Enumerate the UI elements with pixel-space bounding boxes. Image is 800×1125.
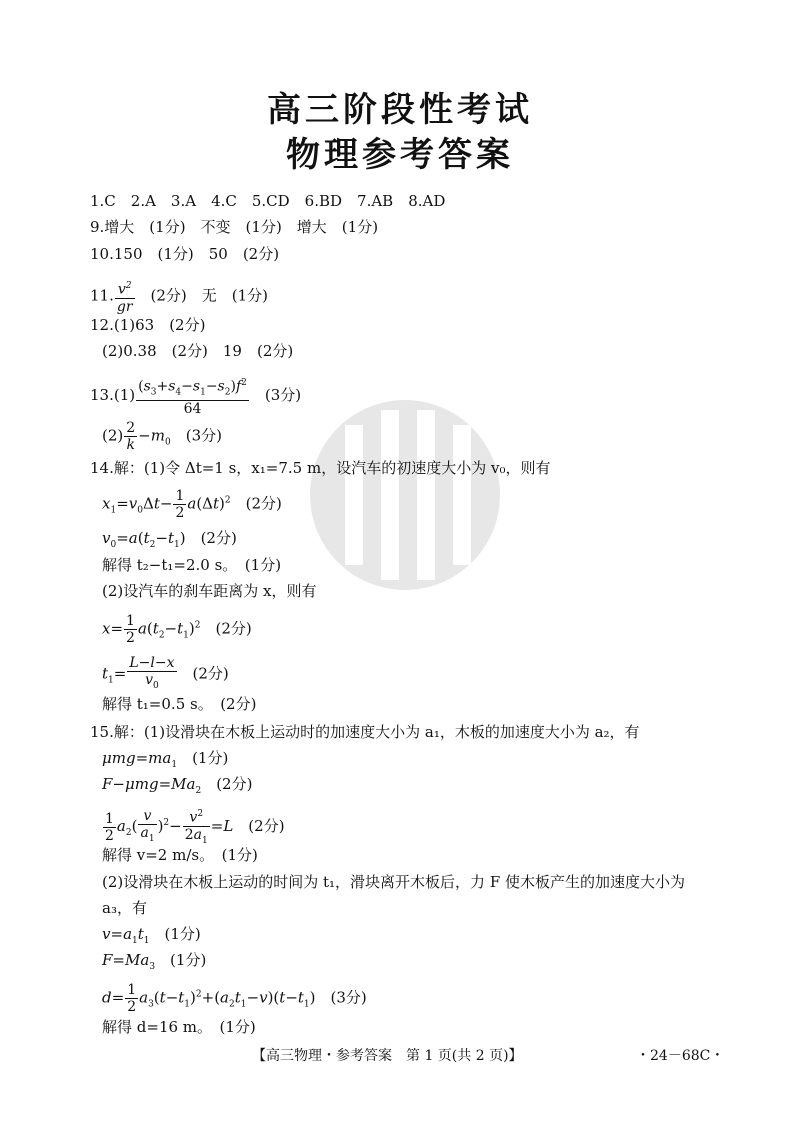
answer-14-result2: 解得 t₁=0.5 s。 (2分) [102, 695, 257, 713]
answer-15-eq6: d= $\frac{1}{2}$ $a_3(t-t_1)^2+(a_2t_1-v)(t-t_1)$ (3分) [102, 982, 367, 1015]
answers-1-8: 1.C 2.A 3.A 4.C 5.CD 6.BD 7.AB 8.AD [90, 192, 446, 210]
answer-14-eq2: $v_0=a(t_2-t_1)$ (2分) [102, 529, 237, 550]
answer-15-part2-line2: a₃，有 [102, 899, 147, 917]
answer-15-result1: 解得 v=2 m/s。 (1分) [102, 846, 258, 864]
answer-10: 10.150 (1分) 50 (2分) [90, 245, 280, 263]
footer-page-info: 【高三物理・参考答案 第 1 页(共 2 页)】 [252, 1048, 523, 1064]
page-title: 高三阶段性考试 [267, 90, 533, 130]
answer-15-eq1: $\mu mg=ma_1$ (1分) [102, 749, 229, 770]
answer-14-intro: 14.解：(1)令 Δt=1 s，x₁=7.5 m，设汽车的初速度大小为 v₀，则有 [90, 459, 551, 477]
answer-15-eq2: $F-\mu mg=Ma_2$ (2分) [102, 775, 253, 796]
answer-14-part2: (2)设汽车的刹车距离为 x，则有 [102, 582, 317, 600]
answer-14-eq4: $t_1=$ $\frac{L-l-x}{v_0}$ (2分) [102, 655, 229, 691]
answer-13-part1: 13.(1) $\frac{(s_3+s_4-s_1-s_2)f^2}{64}$ (3分) [90, 375, 301, 417]
answer-15-eq3: $\frac{1}{2}$ $a_2$( $\frac{v}{a_1}$ )$^2$− $\frac{v^2}{2a_1}$ =L (2分) [105, 807, 285, 846]
answer-15-result2: 解得 d=16 m。 (1分) [102, 1018, 256, 1036]
answer-15-eq5: $F=Ma_3$ (1分) [102, 951, 207, 972]
answer-12-line1: 12.(1)63 (2分) [90, 316, 206, 334]
answer-15-intro: 15.解：(1)设滑块在木板上运动时的加速度大小为 a₁，木板的加速度大小为 a₂，有 [90, 723, 640, 741]
answer-14-result1: 解得 t₂−t₁=2.0 s。 (1分) [102, 556, 282, 574]
answer-11: 11. $\frac{v^2}{gr}$ (2分) 无 (1分) [90, 278, 268, 315]
answer-15-eq4: $v=a_1t_1$ (1分) [102, 925, 201, 946]
answer-12-line2: (2)0.38 (2分) 19 (2分) [102, 342, 294, 360]
answer-15-part2-line1: (2)设滑块在木板上运动的时间为 t₁，滑块离开木板后，力 F 使木板产生的加速度大小为 [102, 873, 686, 891]
answer-9: 9.增大 (1分) 不变 (1分) 增大 (1分) [90, 218, 379, 236]
page-subtitle: 物理参考答案 [286, 135, 514, 175]
answer-13-part2: (2) $\frac{2}{k}$ $-m_0$ (3分) [102, 420, 222, 453]
answer-14-eq1: $x_1=v_0\Delta t-$ $\frac{1}{2}$ $a(\Delta t)^2$ (2分) [102, 488, 282, 521]
answer-14-eq3: x= $\frac{1}{2}$ $a(t_2-t_1)^2$ (2分) [102, 613, 252, 646]
footer-code: ・24－68C・ [636, 1048, 725, 1064]
watermark-logo-icon [305, 395, 505, 595]
